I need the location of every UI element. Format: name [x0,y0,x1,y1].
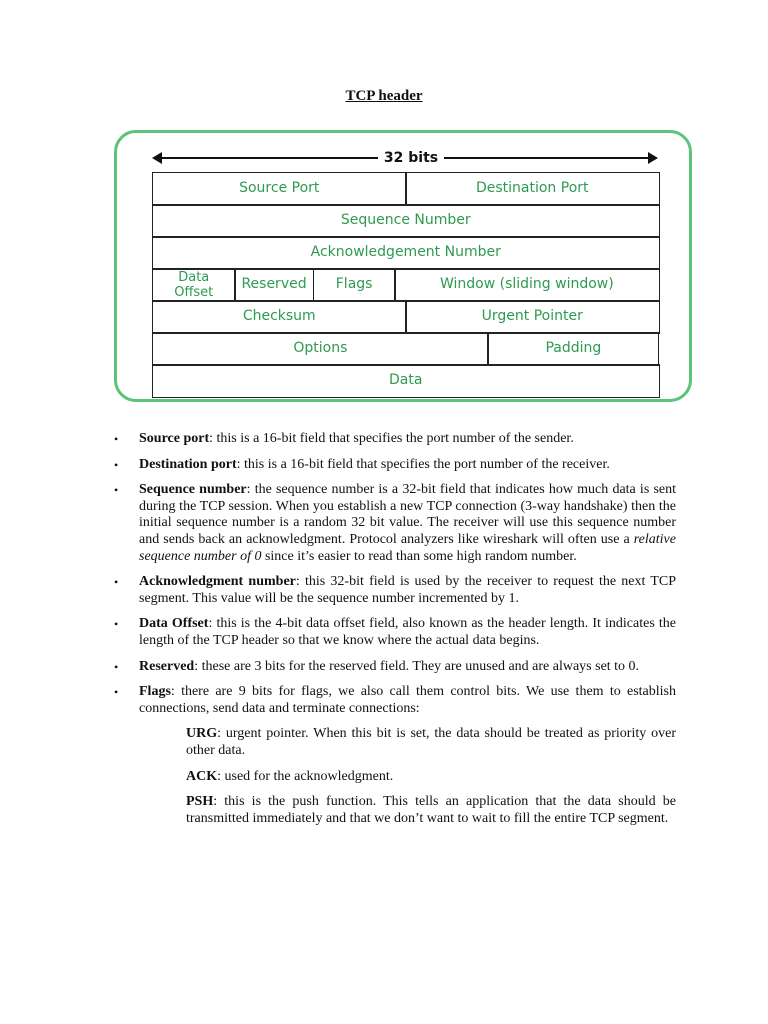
header-row [152,268,658,300]
description: : this is a 16-bit field that specifies the port number of the sender. [209,431,574,446]
sub-item-urg [114,726,676,759]
emphasis: relative sequence number of 0 [139,531,676,564]
field-options: Options [152,332,489,366]
list-item-reserved [114,659,676,676]
list-item-sequence-number [114,482,676,565]
header-row [152,172,658,204]
field-flags: Flags [313,268,396,302]
bullet: • [114,617,119,632]
list-item-flags [114,684,676,717]
term: Sequence number [139,482,247,498]
term: Flags [139,684,171,700]
header-row [152,236,658,268]
header-row [152,364,658,396]
field-descriptions [114,431,676,836]
bullet: • [114,457,119,472]
bullet: • [114,575,119,590]
description: : this is a 16-bit field that specifies the port number of the receiver. [236,456,610,472]
list-item-source-port [114,431,676,448]
term: URG [186,726,218,742]
description: : this is the push function. This tells an application that the data should be transmitted immediately and that we don’t want to wait to fill the entire TCP segment. [186,794,676,826]
field-reserved: Reserved [234,268,314,302]
bullet: • [114,432,119,446]
list-item-acknowledgment-number [114,574,676,607]
page-title: TCP header [345,88,423,104]
field-window-sliding-window: Window (sliding window) [394,268,659,302]
width-label: 32 bits [383,150,439,166]
term: Reserved [139,658,195,674]
field-sequence-number: Sequence Number [152,204,660,238]
header-row [152,204,658,236]
term: Destination port [139,456,237,472]
field-acknowledgement-number: Acknowledgement Number [152,236,660,270]
description: : the sequence number is a 32-bit field that indicates how much data is sent during the TCP session. When you establish a new TCP connection (3-way handshake) then the initial sequence number is a random 32 bit value. The receiver will use this sequence number and sends back an acknowledgment. Protocol analyzers like wireshark will often use a [139,482,677,547]
term: PSH [186,794,214,810]
description: : these are 3 bits for the reserved field. They are unused and are always set to 0. [194,658,640,674]
sub-item-ack [114,769,676,786]
sub-item-psh [114,794,676,827]
field-source-port: Source Port [152,172,407,206]
field-data-offset: Data Offset [152,268,236,302]
list-item-destination-port [114,457,676,474]
description-end: since it’s easier to read than some high random number. [261,548,577,564]
list-item-data-offset [114,616,676,649]
term: Data Offset [139,616,209,632]
field-urgent-pointer: Urgent Pointer [405,300,660,334]
term: Acknowledgment number [139,574,296,590]
description: : there are 9 bits for flags, we also call them control bits. We use them to establish connections, send data and terminate connections: [139,684,676,716]
field-padding: Padding [487,332,659,366]
description: : this 32-bit field is used by the receiver to request the next TCP segment. This value will be the sequence number incremented by 1. [139,574,676,606]
description: : used for the acknowledgment. [217,768,394,784]
description: : urgent pointer. When this bit is set, the data should be treated as priority over other data. [186,726,676,758]
arrow-right-icon [648,152,658,164]
header-row [152,300,658,332]
description: : this is the 4-bit data offset field, also known as the header length. It indicates the length of the TCP header so that we know where the actual data begins. [139,616,677,648]
field-checksum: Checksum [152,300,407,334]
tcp-header-table [152,172,658,396]
bullet: • [114,659,119,674]
field-destination-port: Destination Port [405,172,660,206]
term: ACK [186,768,218,784]
bullet: • [114,685,119,700]
field-data: Data [152,364,660,398]
width-arrow [152,148,658,168]
term: Source port [139,431,210,446]
header-row [152,332,658,364]
bullet: • [114,483,119,498]
